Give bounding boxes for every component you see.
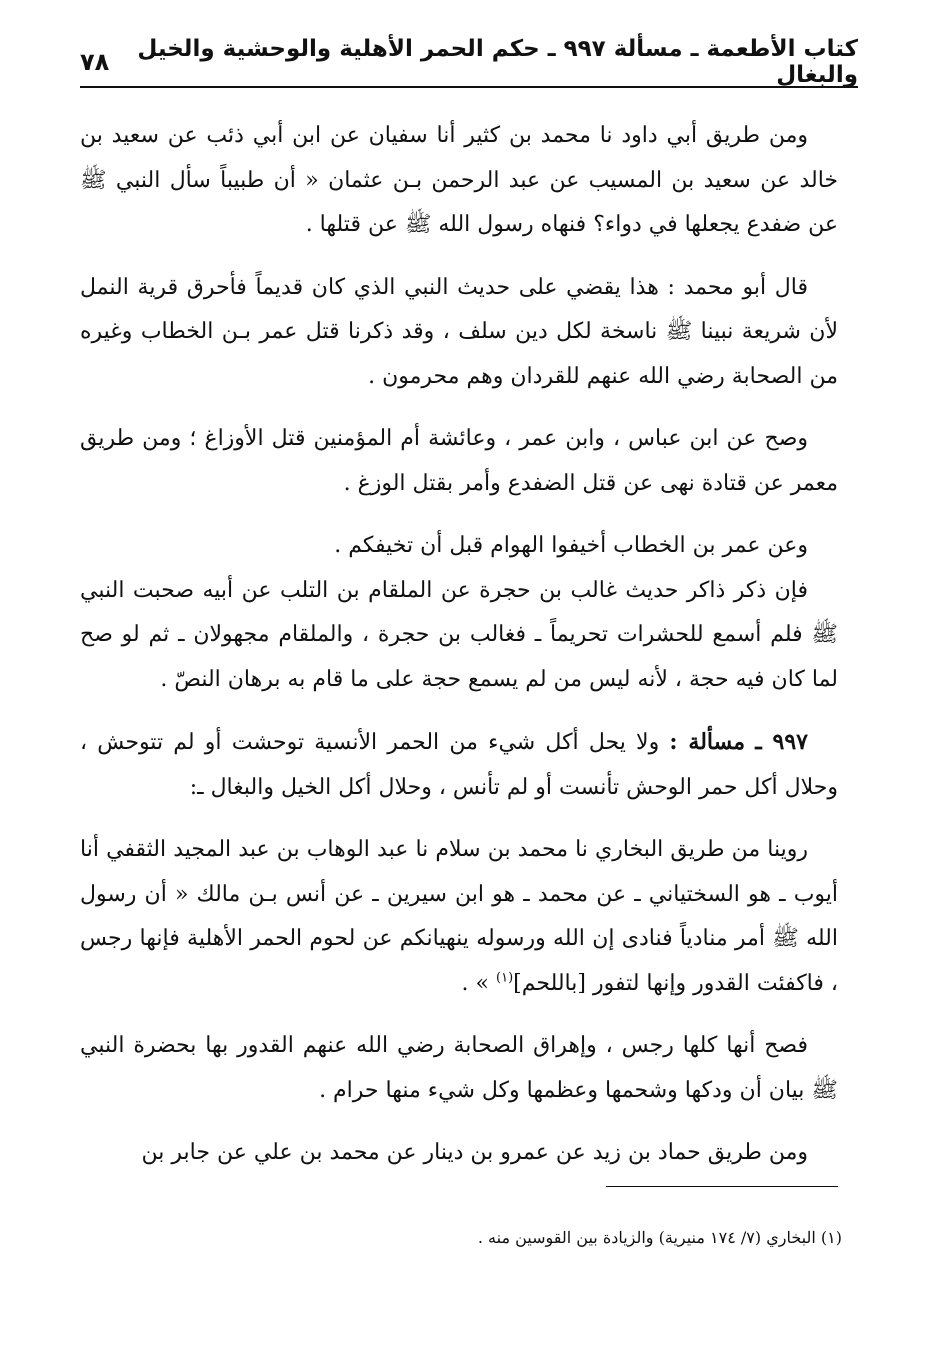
issue-number: ٩٩٧ ـ xyxy=(755,729,808,755)
running-title: كتاب الأطعمة ـ مسألة ٩٩٧ ـ حكم الحمر الأهلية والوحشية والخيل والبغال xyxy=(137,36,858,88)
paragraph xyxy=(80,828,838,1006)
page-number: ٧٨ xyxy=(80,48,110,76)
hadith-closing: » . xyxy=(461,970,496,996)
issue-text: ولا يحل أكل شيء من الحمر الأنسية توحشت أو لم تتوحش ، وحلال أكل حمر الوحش تأنست أو لم تأنس ، وحلال أكل الخيل والبغال ـ: xyxy=(80,730,838,800)
paragraph: ومن طريق حماد بن زيد عن عمرو بن دينار عن محمد بن علي عن جابر بن xyxy=(141,1140,808,1165)
main-text xyxy=(80,114,838,1176)
footnote-separator xyxy=(606,1186,838,1187)
paragraph: ومن طريق أبي داود نا محمد بن كثير أنا سفيان عن ابن أبي ذئب عن سعيد بن خالد عن سعيد بن المسيب عن عبد الرحمن بـن عثمان « أن طبيباً سأل النبي ﷺ عن ضفدع يجعلها في دواء؟ فنهاه رسول الله ﷺ عن قتلها . xyxy=(80,123,838,237)
hadith-text: روينا من طريق البخاري نا محمد بن سلام نا عبد الوهاب بن عبد المجيد الثقفي أنا أيوب ـ هو السختياني ـ عن محمد ـ هو ابن سيرين ـ عن أنس بـن مالك « أن رسول الله ﷺ أمر منادياً فنادى إن الله ورسوله ينهيانكم عن لحوم الحمر الأهلية فإنها رجس ، فاكفئت القدور وإنها لتفور [باللحم] xyxy=(80,837,838,996)
footnote: (١) البخاري (٧/ ١٧٤ منيرية) والزيادة بين القوسين منه . xyxy=(477,1228,842,1247)
paragraph: وعن عمر بن الخطاب أخيفوا الهوام قبل أن تخيفكم . xyxy=(334,533,808,558)
paragraph: قال أبو محمد : هذا يقضي على حديث النبي الذي كان قديماً فأحرق قرية النمل لأن شريعة نبينا ﷺ ناسخة لكل دين سلف ، وقد ذكرنا قتل عمر بـن الخطاب وغيره من الصحابة رضي الله عنهم للقردان وهم محرمون . xyxy=(80,274,839,389)
footnote-reference: (١) xyxy=(496,970,514,986)
issue-label: مسألة : xyxy=(669,729,746,755)
paragraph: وصح عن ابن عباس ، وابن عمر ، وعائشة أم المؤمنين قتل الأوزاغ ؛ ومن طريق معمر عن قتادة نهى عن قتل الضفدع وأمر بقتل الوزغ . xyxy=(80,426,838,496)
paragraph: فصح أنها كلها رجس ، وإهراق الصحابة رضي الله عنهم القدور بها بحضرة النبي ﷺ بيان أن ودكها وشحمها وعظمها وكل شيء منها حرام . xyxy=(80,1033,838,1103)
page-header xyxy=(80,38,858,88)
issue-heading-paragraph xyxy=(80,720,838,810)
paragraph: فإن ذكر ذاكر حديث غالب بن حجرة عن الملقام بن التلب عن أبيه صحبت النبي ﷺ فلم أسمع للحشرات تحريماً ـ فغالب بن حجرة ، والملقام مجهولان ـ ثم لو صح لما كان فيه حجة ، لأنه ليس من لم يسمع حجة على ما قام به برهان النصّ . xyxy=(80,577,838,692)
